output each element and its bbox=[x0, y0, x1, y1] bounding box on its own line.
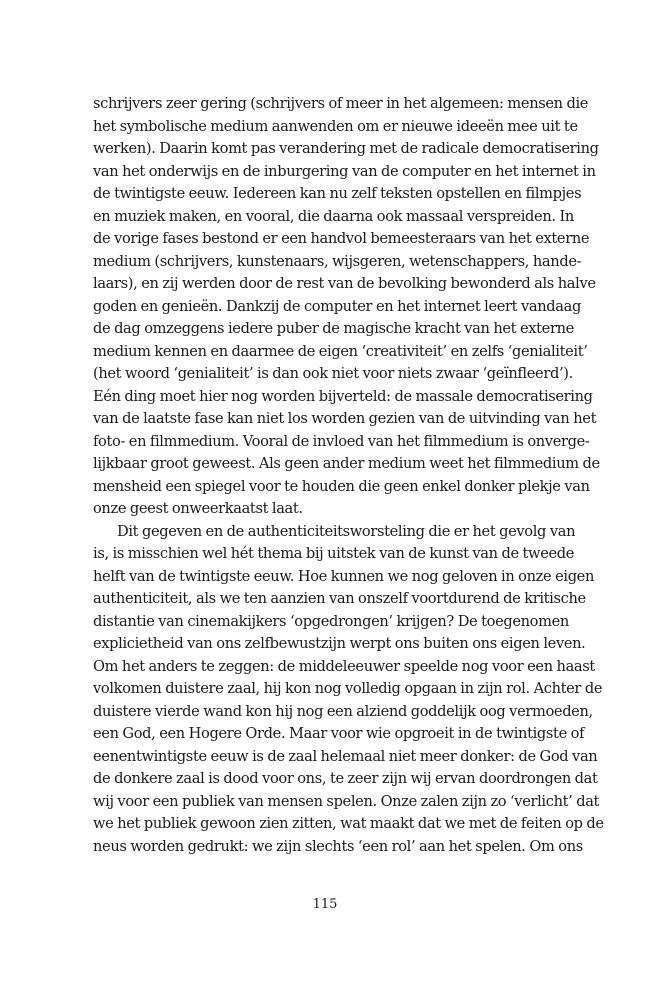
text-line: is, is misschien wel hét thema bij uitstek van de kunst van de tweede bbox=[93, 545, 575, 562]
text-line: helft van de twintigste eeuw. Hoe kunnen we nog geloven in onze eigen bbox=[93, 567, 595, 585]
text-line: wij voor een publiek van mensen spelen. Onze zalen zijn zo ‘verlicht’ dat bbox=[93, 792, 600, 810]
body-text bbox=[93, 93, 604, 858]
text-line: medium (schrijvers, kunstenaars, wijsgeren, wetenschappers, hande- bbox=[93, 252, 582, 270]
text-line: lijkbaar groot geweest. Als geen ander medium weet het filmmedium de bbox=[93, 455, 600, 472]
paragraph-first-line: Dit gegeven en de authenticiteitsworsteling die er het gevolg van bbox=[117, 522, 576, 540]
paragraph-last-line: onze geest onweerkaatst laat. bbox=[93, 500, 303, 517]
text-line: mensheid een spiegel voor te houden die geen enkel donker plekje van bbox=[93, 477, 590, 495]
text-line: medium kennen en daarmee de eigen ‘creativiteit’ en zelfs ‘genialiteit’ bbox=[93, 342, 588, 360]
text-line: schrijvers zeer gering (schrijvers of meer in het algemeen: mensen die bbox=[93, 95, 589, 112]
text-line: duistere vierde wand kon hij nog een alziend goddelijk oog vermoeden, bbox=[93, 702, 593, 720]
text-line: we het publiek gewoon zien zitten, wat maakt dat we met de feiten op de bbox=[93, 815, 604, 832]
text-line: de dag omzeggens iedere puber de magische kracht van het externe bbox=[93, 320, 574, 337]
text-line: en muziek maken, en vooral, die daarna ook massaal verspreiden. In bbox=[93, 207, 574, 225]
text-line: goden en genieën. Dankzij de computer en het internet leert vandaag bbox=[93, 297, 581, 315]
text-line: een God, een Hogere Orde. Maar voor wie opgroeit in de twintigste of bbox=[93, 725, 585, 742]
text-line: Om het anders te zeggen: de middeleeuwer speelde nog voor een haast bbox=[93, 657, 595, 675]
text-line: werken). Daarin komt pas verandering met de radicale democratisering bbox=[93, 140, 599, 157]
text-line: Eén ding moet hier nog worden bijverteld: de massale democratisering bbox=[93, 387, 593, 405]
text-line: de donkere zaal is dood voor ons, te zeer zijn wij ervan doordrongen dat bbox=[93, 770, 598, 787]
text-line: neus worden gedrukt: we zijn slechts ‘een rol’ aan het spelen. Om ons bbox=[93, 837, 583, 855]
text-line: de twintigste eeuw. Iedereen kan nu zelf teksten opstellen en filmpjes bbox=[93, 185, 582, 202]
text-line: distantie van cinemakijkers ‘opgedrongen’ krijgen? De toegenomen bbox=[93, 612, 569, 630]
text-line: eenentwintigste eeuw is de zaal helemaal niet meer donker: de God van bbox=[93, 747, 598, 765]
text-line: van het onderwijs en de inburgering van de computer en het internet in bbox=[93, 162, 596, 180]
text-line: laars), en zij werden door de rest van de bevolking bewonderd als halve bbox=[93, 275, 596, 292]
text-line: foto- en filmmedium. Vooral de invloed van het filmmedium is onverge- bbox=[93, 432, 590, 450]
text-line: het symbolische medium aanwenden om er nieuwe ideeën mee uit te bbox=[93, 117, 578, 135]
text-line: volkomen duistere zaal, hij kon nog volledig opgaan in zijn rol. Achter de bbox=[93, 680, 603, 697]
text-line: explicietheid van ons zelfbewustzijn werpt ons buiten ons eigen leven. bbox=[93, 635, 586, 652]
text-line: de vorige fases bestond er een handvol bemeesteraars van het externe bbox=[93, 230, 590, 247]
text-line: van de laatste fase kan niet los worden gezien van de uitvinding van het bbox=[93, 410, 597, 427]
page-number: 115 bbox=[312, 897, 338, 912]
text-line: authenticiteit, als we ten aanzien van onszelf voortdurend de kritische bbox=[93, 590, 586, 607]
text-line: (het woord ‘genialiteit’ is dan ook niet voor niets zwaar ‘geïnfleerd’). bbox=[93, 365, 573, 382]
